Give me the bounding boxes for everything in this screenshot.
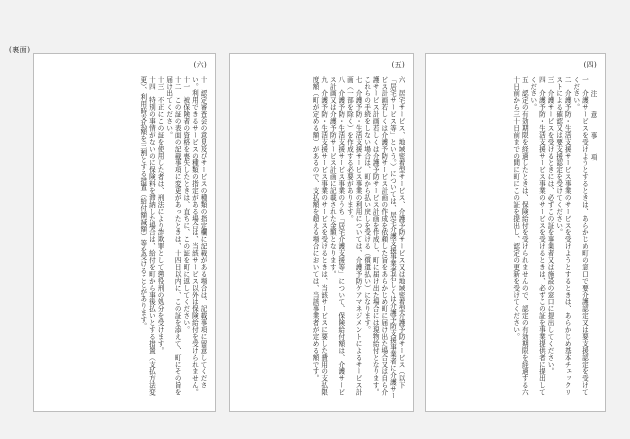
panel-body (42, 76, 207, 401)
panel-4 (425, 53, 606, 412)
notice-item-9: 九 介護予防・生活支援サービス事業のサービスを受けるときは、当該サービスに要した費用の支払限度額（町が定める額）があるので、支払額を超える場合においては、当該事業者が定める額です。 (311, 76, 328, 396)
panel-number: (五) (391, 61, 405, 69)
notice-item-3: 三 介護サービスを受けるときには、必ずこの証を事業者又は施設の窓口に提出してください。 (546, 76, 555, 375)
panel-body (434, 76, 597, 401)
reverse-side-label: (裏面) (9, 46, 31, 54)
panel-number: (六) (193, 61, 207, 69)
notice-item-2: 二 介護予防・生活支援サービス事業のサービスを受けようとするときは、あらかじめ基本チェックリストによる確認又は要支援認定を受けてください。 (554, 76, 572, 396)
notice-item-12: 十二 この証の表面の記載事項に変更があったときは、十四日以内に、この証を添えて、町にその旨を届け出てください。 (164, 76, 182, 396)
panel-5 (229, 53, 414, 412)
notice-item-6: 六 居宅サービス、地域密着型サービス、介護予防サービス又は地域密着型介護予防サービス（以下「居宅サービス等」という。）については、居宅介護支援事業者若しくは介護予防支援事業者に介護サービス計画若しくは介護予防サービス計画の作成を依頼した旨をあらかじめ町に届け出た場合又は自ら介護サービス計画若しくは介護予防サービス計画を作成し、町に届け出た場合には現物給付となります。これらの手続をしない場合は、町から払い戻しを受ける（償還払い）になります。 (362, 76, 405, 400)
panel-6 (33, 53, 216, 412)
panel-number: (四) (583, 61, 597, 69)
notice-item-5: 五 認定の有効期限を経過したときは、保険給付を受けられませんので、認定の有効期限を経過する六十日前から三十日前までの間に町にこの証を提出し、認定の更新を受けてください。 (511, 76, 529, 396)
notice-item-14: 十四 特別の事情がないのに保険料を滞納した場合は、給付を町から事後払いとする措置（支払方法変更）、利用時支払額を三割とする措置（給付額減額）等を受けることがあります。 (138, 76, 156, 396)
notice-item-1: 一 介護サービスを受けようとするときは、あらかじめ町の窓口で要介護認定又は要支援認定を受けてください。 (571, 76, 589, 396)
notice-title: 注 意 事 項 (589, 90, 597, 165)
panel-body (238, 76, 405, 401)
notice-item-8: 八 介護予防・生活支援サービス事業のうち「居宅介護支援等」について、保険給付額は、介護サービス計画又は介護予防サービス計画に記載された金額となります。 (328, 76, 345, 396)
notice-item-11: 十一 被保険者の資格を喪失したときは、直ちに、この証を町に返してください。 (181, 76, 190, 334)
notice-item-7: 七 介護予防・生活支援サービス事業の利用については、介護予防ケアマネジメントによるサービス計画（一部を除く）を作成する必要があります。 (345, 76, 363, 396)
notice-item-10: 十 認定審査会の意見及びサービスの種類の指定欄に記載がある場合は、記載事項に留意してください。利用できるサービスの種類の指定がある場合は、当該サービス以外は保険給付を受けられません。 (190, 76, 207, 396)
notice-item-13: 十三 不正にこの証を使用した者は、刑法により詐欺罪として懲役刑の処分を受けます。 (156, 76, 165, 354)
notice-item-4: 四 介護予防・生活支援サービス事業のサービスを受けるときは、必ずこの証を事業提供者に提出してください。 (528, 76, 546, 396)
